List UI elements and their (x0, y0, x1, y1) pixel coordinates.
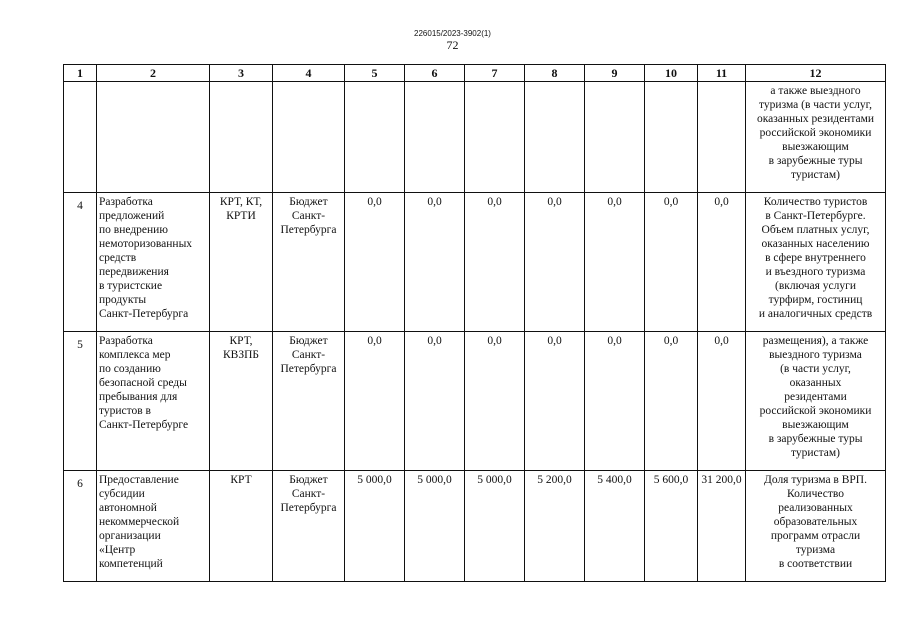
value-cell: 0,0 (698, 332, 746, 471)
indicator-cell: а также выездного туризма (в части услуг, оказанных резидентами российской экономики выезжающим в зарубежные туры туристам) (746, 82, 886, 193)
page-number: 72 (446, 38, 459, 52)
value-cell: 5 600,0 (645, 471, 698, 582)
value-cell: 0,0 (525, 332, 585, 471)
table-row (64, 471, 886, 582)
program-table (63, 64, 886, 582)
value-cell (698, 82, 746, 193)
executor-cell: КРТ (210, 471, 273, 582)
value-cell (525, 82, 585, 193)
table-row (64, 193, 886, 332)
row-number: 5 (64, 332, 97, 471)
executor-cell: КРТ, КТ, КРТИ (210, 193, 273, 332)
funding-source: Бюджет Санкт- Петербурга (273, 193, 345, 332)
activity-name (97, 82, 210, 193)
column-header: 1 (64, 65, 97, 82)
value-cell: 31 200,0 (698, 471, 746, 582)
indicator-cell: размещения), а также выездного туризма (в части услуг, оказанных резидентами российской экономики выезжающим в зарубежные туры туристам) (746, 332, 886, 471)
column-header: 6 (405, 65, 465, 82)
value-cell (645, 82, 698, 193)
value-cell: 0,0 (465, 332, 525, 471)
column-header: 11 (698, 65, 746, 82)
executor-cell: КРТ, КВЗПБ (210, 332, 273, 471)
activity-name: Разработка предложений по внедрению немоторизованных средств передвижения в туристские продукты Санкт-Петербурга (97, 193, 210, 332)
column-header: 9 (585, 65, 645, 82)
value-cell: 0,0 (585, 193, 645, 332)
value-cell: 0,0 (345, 332, 405, 471)
value-cell: 0,0 (345, 193, 405, 332)
row-number (64, 82, 97, 193)
value-cell: 0,0 (585, 332, 645, 471)
value-cell: 0,0 (465, 193, 525, 332)
value-cell: 0,0 (405, 193, 465, 332)
funding-source (273, 82, 345, 193)
activity-name: Предоставление субсидии автономной некоммерческой организации «Центр компетенций (97, 471, 210, 582)
value-cell: 5 400,0 (585, 471, 645, 582)
indicator-cell: Количество туристов в Санкт-Петербурге. Объем платных услуг, оказанных населению в сфере внутреннего и въездного туризма (включая услуги турфирм, гостиниц и аналогичных средств (746, 193, 886, 332)
value-cell: 0,0 (645, 193, 698, 332)
table-row (64, 332, 886, 471)
value-cell: 5 200,0 (525, 471, 585, 582)
column-header: 2 (97, 65, 210, 82)
value-cell (465, 82, 525, 193)
value-cell: 0,0 (698, 193, 746, 332)
column-header: 10 (645, 65, 698, 82)
value-cell (585, 82, 645, 193)
value-cell (345, 82, 405, 193)
value-cell: 5 000,0 (345, 471, 405, 582)
value-cell (405, 82, 465, 193)
activity-name: Разработка комплекса мер по созданию безопасной среды пребывания для туристов в Санкт-Петербурге (97, 332, 210, 471)
row-number: 4 (64, 193, 97, 332)
table-header-row (64, 65, 886, 82)
value-cell: 0,0 (525, 193, 585, 332)
value-cell: 0,0 (645, 332, 698, 471)
row-number: 6 (64, 471, 97, 582)
funding-source: Бюджет Санкт- Петербурга (273, 332, 345, 471)
column-header: 4 (273, 65, 345, 82)
value-cell: 0,0 (405, 332, 465, 471)
value-cell: 5 000,0 (405, 471, 465, 582)
value-cell: 5 000,0 (465, 471, 525, 582)
column-header: 8 (525, 65, 585, 82)
column-header: 12 (746, 65, 886, 82)
funding-source: Бюджет Санкт- Петербурга (273, 471, 345, 582)
document-number: 226015/2023-3902(1) (414, 29, 491, 38)
indicator-cell: Доля туризма в ВРП. Количество реализованных образовательных программ отрасли туризма в соответствии (746, 471, 886, 582)
column-header: 7 (465, 65, 525, 82)
table-row (64, 82, 886, 193)
column-header: 5 (345, 65, 405, 82)
column-header: 3 (210, 65, 273, 82)
executor-cell (210, 82, 273, 193)
